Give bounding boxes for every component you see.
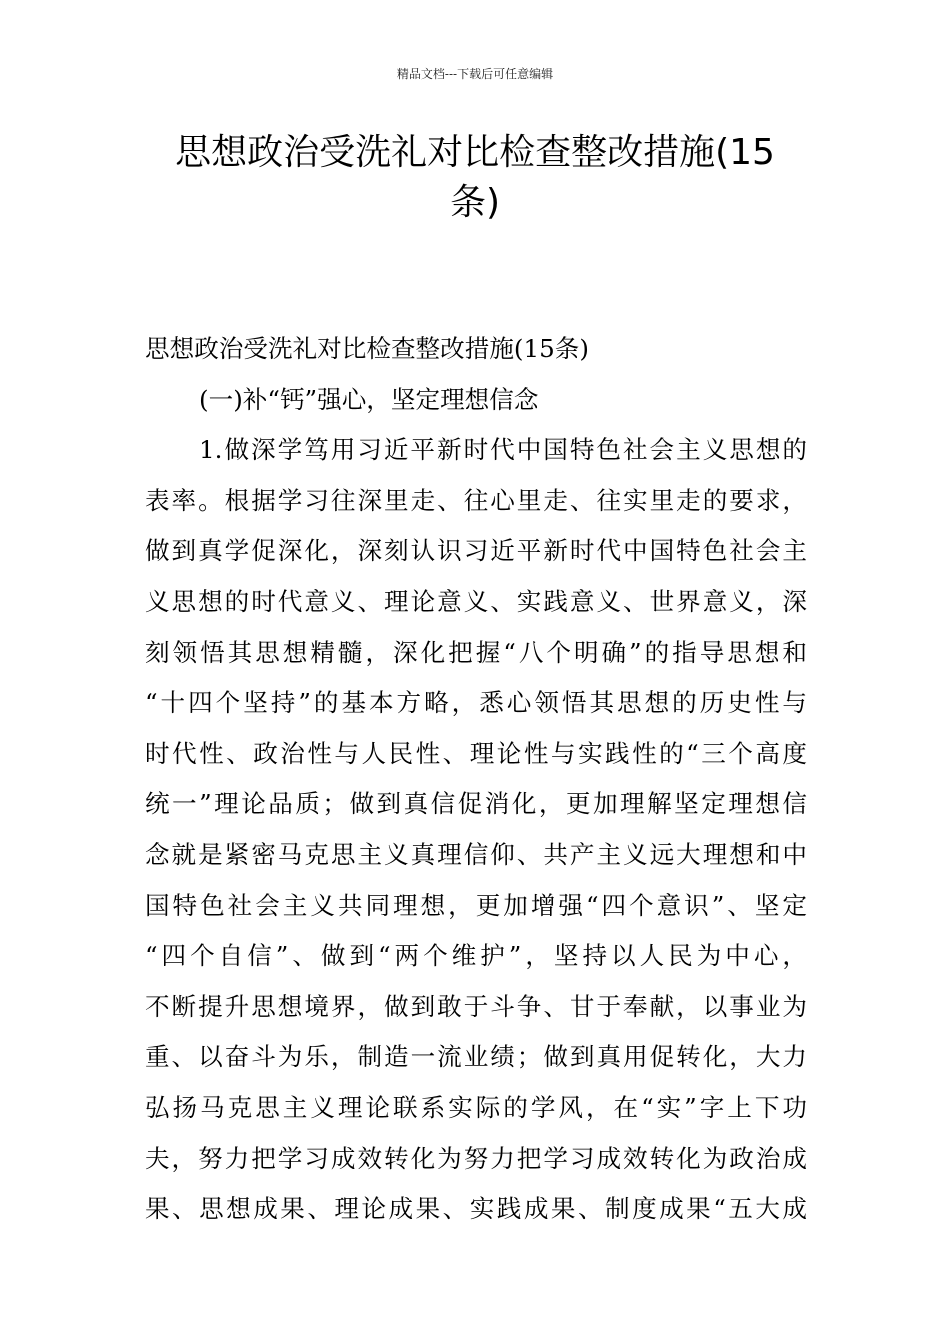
header-note: 精品文档---下载后可任意编辑 xyxy=(396,67,554,81)
paragraph-line: “十四个坚持”的基本方略，悉心领悟其思想的历史性与 xyxy=(145,688,807,718)
title-line-1: 思想政治受洗礼对比检查整改措施(15 xyxy=(175,132,775,173)
document-title xyxy=(140,128,810,228)
paragraph-line: 表率。根据学习往深里走、往心里走、往实里走的要求， xyxy=(145,485,807,515)
paragraph-line: 果、思想成果、理论成果、实践成果、制度成果“五大成 xyxy=(145,1194,807,1224)
paragraph-line: 国特色社会主义共同理想，更加增强“四个意识”、坚定 xyxy=(145,890,807,920)
paragraph-line: 义思想的时代意义、理论意义、实践意义、世界意义，深 xyxy=(145,586,807,616)
paragraph-line: “四个自信”、做到“两个维护”，坚持以人民为中心， xyxy=(145,941,807,971)
paragraph-line: 统一”理论品质；做到真信促消化，更加理解坚定理想信 xyxy=(145,789,807,819)
document-body xyxy=(145,330,807,1241)
paragraph-line: 做到真学促深化，深刻认识习近平新时代中国特色社会主 xyxy=(145,536,807,566)
paragraph xyxy=(145,431,807,1241)
paragraph-line: 念就是紧密马克思主义真理信仰、共产主义远大理想和中 xyxy=(145,839,807,869)
paragraph-line: 时代性、政治性与人民性、理论性与实践性的“三个高度 xyxy=(145,738,807,768)
paragraph-line: 夫，努力把学习成效转化为努力把学习成效转化为政治成 xyxy=(145,1143,807,1173)
paragraph-line: 1.做深学笃用习近平新时代中国特色社会主义思想的 xyxy=(199,435,807,465)
paragraph-line: 刻领悟其思想精髓，深化把握“八个明确”的指导思想和 xyxy=(145,637,807,667)
paragraph-line: 不断提升思想境界，做到敢于斗争、甘于奉献，以事业为 xyxy=(145,991,807,1021)
section-heading: (一)补“钙”强心，坚定理想信念 xyxy=(199,384,539,414)
document-subtitle: 思想政治受洗礼对比检查整改措施(15条) xyxy=(145,334,589,363)
paragraph-line: 弘扬马克思主义理论联系实际的学风，在“实”字上下功 xyxy=(145,1092,807,1122)
title-line-2: 条) xyxy=(449,182,501,223)
paragraph-line: 重、以奋斗为乐，制造一流业绩；做到真用促转化，大力 xyxy=(145,1042,807,1072)
